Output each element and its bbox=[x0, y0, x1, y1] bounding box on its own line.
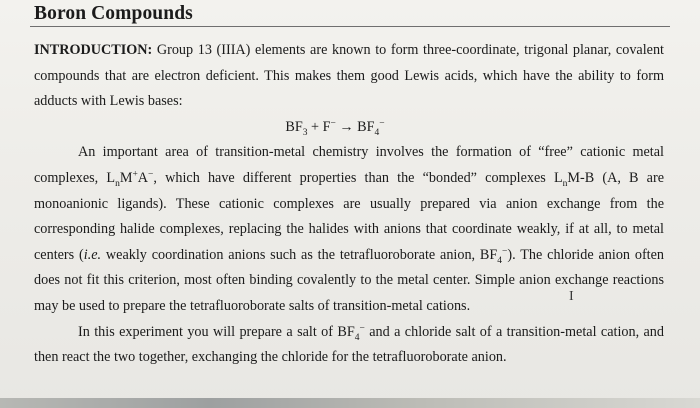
p2-text-4: , which have different properties than the “bonded” complexes L bbox=[153, 169, 563, 186]
eq-bf4-charge: − bbox=[379, 118, 385, 129]
p2-bf4-charge: − bbox=[502, 246, 508, 257]
p2-text-5: M-B (A, B are monoanionic ligands). These cationic complexes are usually prepared via anion exchange from the corresponding halide complexes, replacing the halides with anions that coordinate weakly, if at all, to metal centers ( bbox=[34, 169, 664, 263]
eq-bf3: BF bbox=[285, 118, 303, 135]
eq-f-charge: − bbox=[330, 118, 336, 129]
p2-sup-plus: + bbox=[132, 169, 138, 180]
chemical-equation bbox=[34, 115, 664, 141]
eq-bf4-sub: 4 bbox=[374, 127, 380, 138]
intro-label: INTRODUCTION: bbox=[34, 42, 153, 58]
p2-text-1: An important area of transition-metal chemistry involves the formation of “free” cationic metal complexes, L bbox=[34, 144, 664, 186]
p2-text-6: weakly coordination anions such as the tetrafluoroborate anion, BF bbox=[101, 246, 498, 263]
p2-sub-n2: n bbox=[562, 178, 568, 189]
eq-bf3-sub: 3 bbox=[302, 127, 308, 138]
document-title: Boron Compounds bbox=[34, 3, 193, 24]
title-divider bbox=[30, 26, 670, 27]
p2-text-3: A bbox=[137, 169, 149, 186]
p2-sub-n1: n bbox=[115, 178, 120, 189]
p3-bf4-charge: − bbox=[359, 322, 365, 333]
p2-ie: i.e. bbox=[83, 246, 102, 263]
intro-text: Group 13 (IIIA) elements are known to form three-coordinate, trigonal planar, covalent compounds that are electron deficient. This makes them good Lewis acids, which have the ability to form adducts with Lewis bases: bbox=[34, 42, 664, 110]
paragraph-3 bbox=[34, 320, 664, 371]
document-body bbox=[34, 38, 664, 371]
p2-text-7: ). The chloride anion often does not fit this criterion, most often binding covalently to the metal center. Simple anion exchange reactions may be used to prepare the tetrafluoroborate salts of transition-metal cations. bbox=[34, 246, 664, 314]
p2-bf4-sub: 4 bbox=[497, 255, 503, 266]
eq-plus-f: + F bbox=[307, 118, 331, 135]
p2-sup-minus: − bbox=[148, 169, 154, 180]
page-bottom-edge bbox=[0, 398, 700, 408]
p3-bf4-sub: 4 bbox=[354, 332, 360, 343]
p3-text-2: and a chloride salt of a transition-metal cation, and then react the two together, exchanging the chloride for the tetrafluoroborate anion. bbox=[34, 323, 664, 366]
text-cursor-icon: I bbox=[569, 289, 574, 304]
eq-arrow-bf4: → BF bbox=[335, 118, 375, 135]
intro-paragraph bbox=[34, 38, 664, 115]
p2-text-2: M bbox=[119, 169, 133, 186]
p3-text-1: In this experiment you will prepare a salt of BF bbox=[78, 323, 355, 340]
